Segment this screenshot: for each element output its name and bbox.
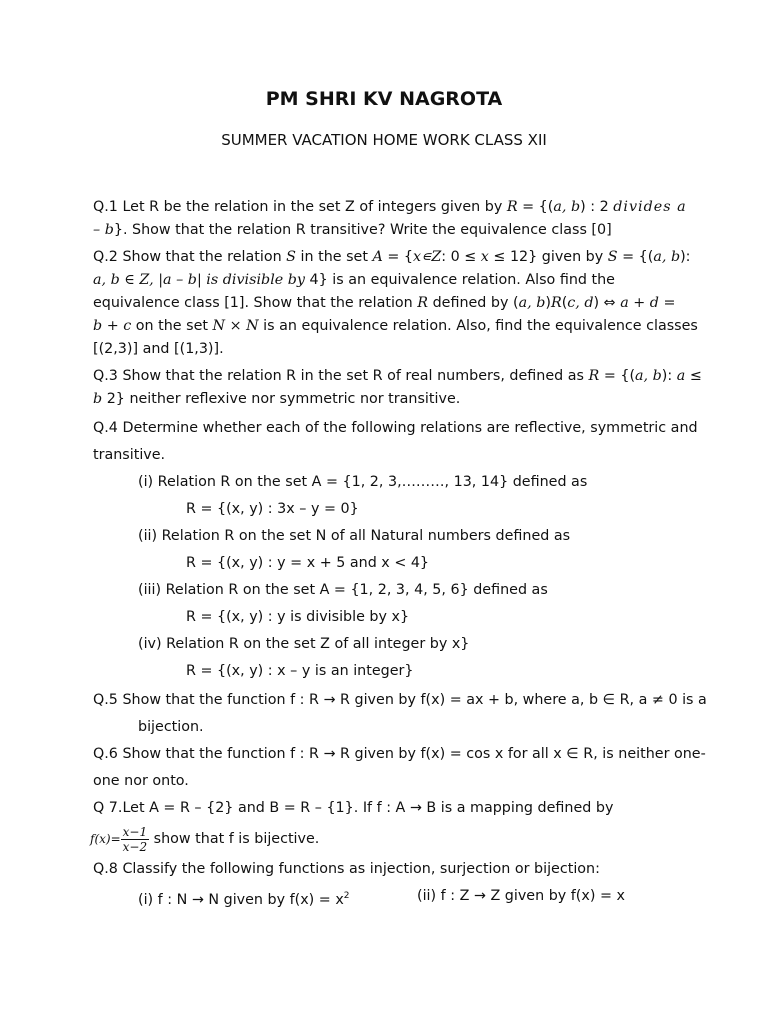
q8-item-ii: (ii) f : Z → Z given by f(x) = x xyxy=(417,888,625,904)
q8-items xyxy=(93,883,719,914)
q7-fraction xyxy=(121,825,149,854)
q4-item-2-head: (ii) Relation R on the set N of all Natural numbers defined as xyxy=(138,528,571,544)
q4-item-4-relation: R = {(x, y) : x – y is an integer} xyxy=(186,663,414,679)
question-8: Q.8 Classify the following functions as injection, surjection or bijection: xyxy=(93,861,600,877)
questions-body xyxy=(90,196,719,914)
q7-numerator: x−1 xyxy=(122,824,148,839)
question-7: Q 7.Let A = R – {2} and B = R – {1}. If f : A → B is a mapping defined by xyxy=(93,800,614,816)
question-6: Q.6 Show that the function f : R → R given by f(x) = cos x for all x ∈ R, is neither one-one nor onto. xyxy=(93,746,706,789)
question-4: Q.4 Determine whether each of the following relations are reflective, symmetric and transitive. xyxy=(93,420,698,463)
q4-item-1-relation: R = {(x, y) : 3x – y = 0} xyxy=(186,501,359,517)
question-1: Q.1 Let R be the relation in the set Z of integers given by R = {(a, b) : 2 divides a – b}. Show that the relation R transitive? Write the equivalence class [0] xyxy=(93,199,687,238)
q7-fx: f(x)= xyxy=(90,832,121,846)
q8-item-i: (i) f : N → N given by $f(x) = x^2$ xyxy=(138,891,350,908)
q4-item-3-head: (iii) Relation R on the set A = {1, 2, 3, 4, 5, 6} defined as xyxy=(138,582,548,598)
q4-item-2-relation: R = {(x, y) : y = x + 5 and x < 4} xyxy=(186,555,430,571)
q4-item-3-relation: R = {(x, y) : y is divisible by x} xyxy=(186,609,410,625)
question-7-function: f(x)= $\frac{x-1}{x-2}$ show that f is bijective. xyxy=(90,824,320,854)
homework-subtitle: SUMMER VACATION HOME WORK CLASS XII xyxy=(221,131,547,149)
q7-denominator: x−2 xyxy=(122,839,148,854)
question-2: Q.2 Show that the relation S in the set A = {x∊Z: 0 ≤ x ≤ 12} given by S = {(a, b): a, b ∈ Z, |a – b| is divisible by 4} is an equivalence relation. Also find the equivalence class [1]. Show that the relation R defined by (a, b)R(c, d) ⇔ a + d = b + c on the set N × N is an equivalence relation. Also, find the equivalence classes [(2,3)] and [(1,3)]. xyxy=(93,249,698,357)
question-3: Q.3 Show that the relation R in the set R of real numbers, defined as R = {(a, b): a ≤ b 2} neither reflexive nor symmetric nor transitive. xyxy=(93,368,702,407)
q4-item-1-head: (i) Relation R on the set A = {1, 2, 3,………, 13, 14} defined as xyxy=(138,474,588,490)
q4-item-4-head: (iv) Relation R on the set Z of all integer by x} xyxy=(138,636,470,652)
question-5: Q.5 Show that the function f : R → R given by f(x) = ax + b, where a, b ∈ R, a ≠ 0 is a xyxy=(93,692,707,708)
school-title: PM SHRI KV NAGROTA xyxy=(265,88,503,110)
question-5-cont: bijection. xyxy=(138,719,204,735)
